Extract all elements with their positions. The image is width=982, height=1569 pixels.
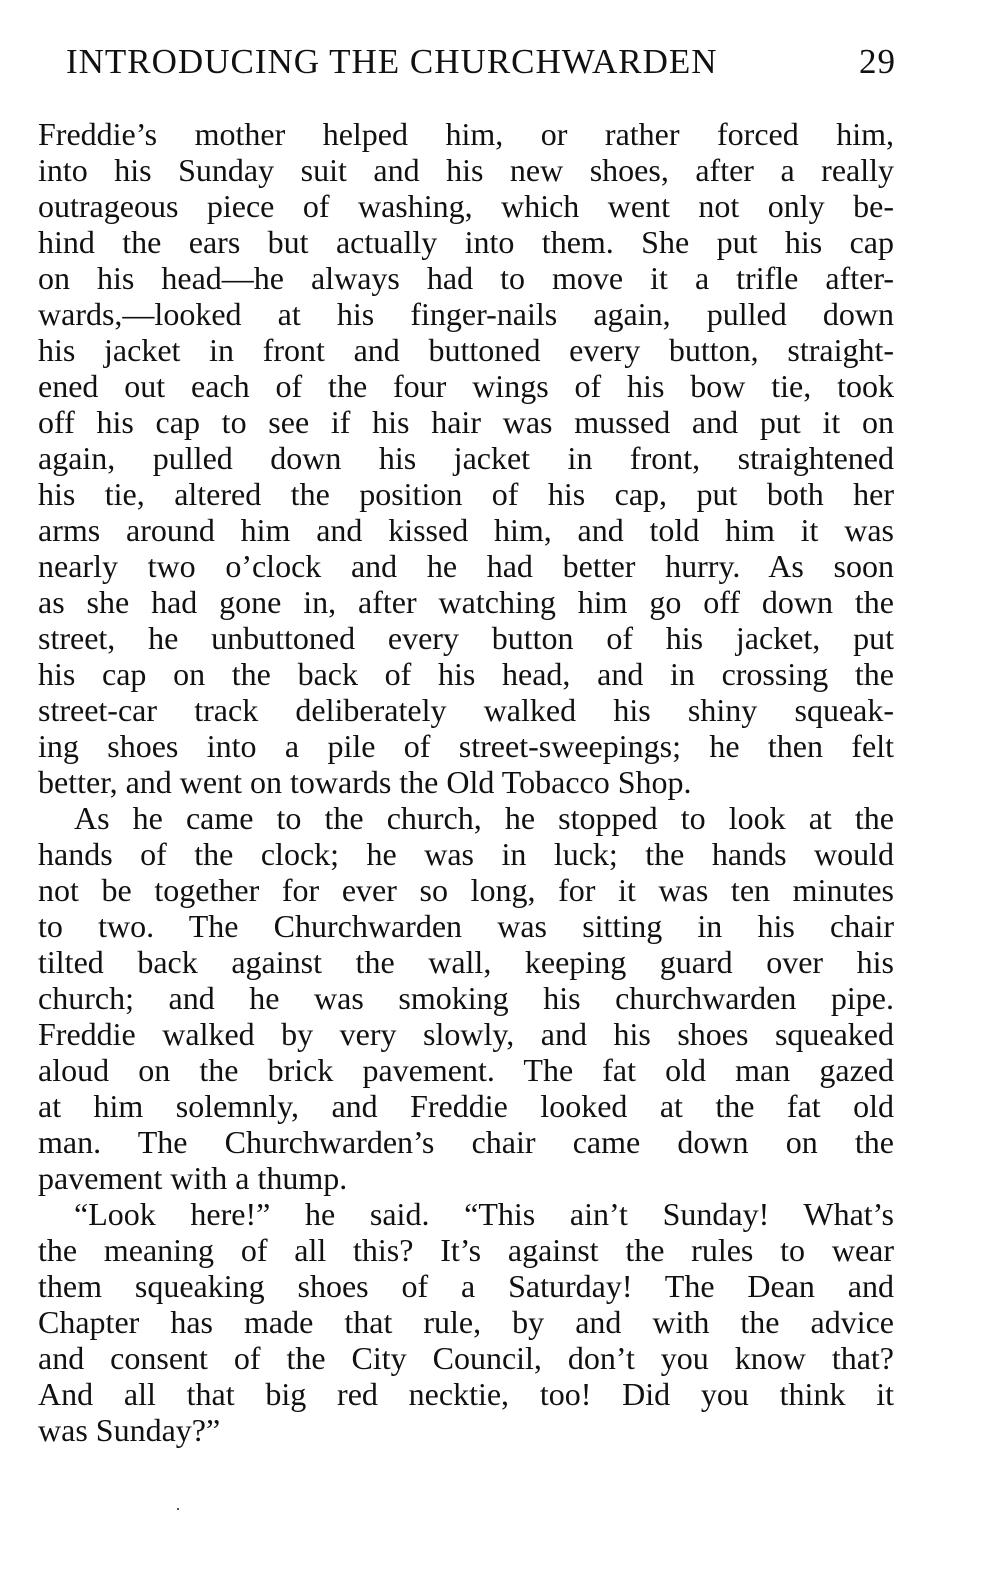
- running-title: INTRODUCING THE CHURCHWARDEN: [66, 42, 718, 81]
- text-line: on his head—he always had to move it a trifle after-: [38, 260, 894, 296]
- text-line: off his cap to see if his hair was mussed and put it on: [38, 404, 894, 440]
- text-line: As he came to the church, he stopped to look at the: [74, 800, 894, 836]
- text-line: Freddie’s mother helped him, or rather forced him,: [38, 116, 894, 152]
- text-line: hands of the clock; he was in luck; the hands would: [38, 836, 894, 872]
- page-number: 29: [859, 42, 896, 81]
- text-line: ened out each of the four wings of his bow tie, took: [38, 368, 894, 404]
- text-line: Freddie walked by very slowly, and his shoes squeaked: [38, 1016, 894, 1052]
- text-line: street-car track deliberately walked his shiny squeak-: [38, 692, 894, 728]
- text-line: as she had gone in, after watching him go off down the: [38, 584, 894, 620]
- text-line: was Sunday?”: [38, 1412, 221, 1448]
- paragraph: [38, 1196, 894, 1448]
- text-line: his jacket in front and buttoned every button, straight-: [38, 332, 894, 368]
- text-line: them squeaking shoes of a Saturday! The Dean and: [38, 1268, 894, 1304]
- paragraph: [38, 116, 894, 800]
- text-line: and consent of the City Council, don’t you know that?: [38, 1340, 894, 1376]
- text-line: to two. The Churchwarden was sitting in his chair: [38, 908, 894, 944]
- text-line: street, he unbuttoned every button of his jacket, put: [38, 620, 894, 656]
- text-line: arms around him and kissed him, and told him it was: [38, 512, 894, 548]
- text-line: his cap on the back of his head, and in crossing the: [38, 656, 894, 692]
- text-line: tilted back against the wall, keeping guard over his: [38, 944, 894, 980]
- text-line: again, pulled down his jacket in front, straightened: [38, 440, 894, 476]
- text-line: the meaning of all this? It’s against the rules to wear: [38, 1232, 894, 1268]
- paragraph: [38, 800, 894, 1196]
- text-line: pavement with a thump.: [38, 1160, 348, 1196]
- text-line: wards,—looked at his finger-nails again, pulled down: [38, 296, 894, 332]
- text-line: nearly two o’clock and he had better hurry. As soon: [38, 548, 894, 584]
- text-line: aloud on the brick pavement. The fat old man gazed: [38, 1052, 894, 1088]
- text-line: man. The Churchwarden’s chair came down on the: [38, 1124, 894, 1160]
- text-line: And all that big red necktie, too! Did you think it: [38, 1376, 894, 1412]
- text-line: not be together for ever so long, for it was ten minutes: [38, 872, 894, 908]
- body-text: [38, 116, 894, 1448]
- text-line: better, and went on towards the Old Tobacco Shop.: [38, 764, 692, 800]
- text-line: his tie, altered the position of his cap, put both her: [38, 476, 894, 512]
- text-line: ing shoes into a pile of street-sweepings; he then felt: [38, 728, 894, 764]
- text-line: outrageous piece of washing, which went not only be-: [38, 188, 894, 224]
- text-line: Chapter has made that rule, by and with the advice: [38, 1304, 894, 1340]
- text-line: church; and he was smoking his churchwarden pipe.: [38, 980, 894, 1016]
- text-line: at him solemnly, and Freddie looked at the fat old: [38, 1088, 894, 1124]
- text-line: “Look here!” he said. “This ain’t Sunday! What’s: [74, 1196, 894, 1232]
- print-speck: [177, 1508, 179, 1510]
- running-head: [66, 40, 896, 84]
- text-line: hind the ears but actually into them. She put his cap: [38, 224, 894, 260]
- text-line: into his Sunday suit and his new shoes, after a really: [38, 152, 894, 188]
